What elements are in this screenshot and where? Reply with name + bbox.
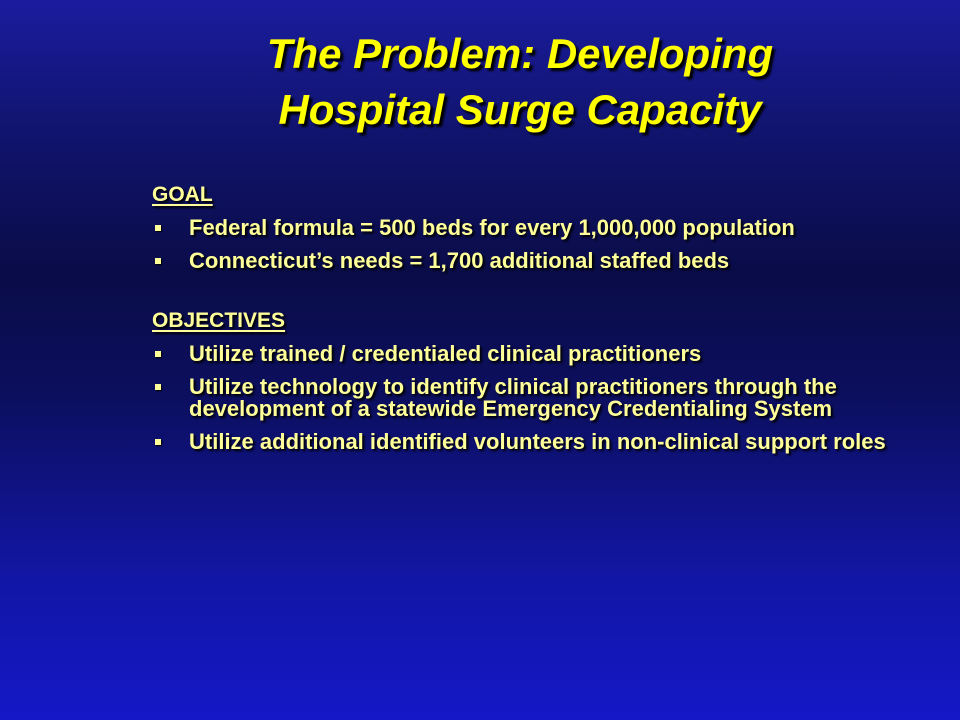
goal-list-item (152, 217, 892, 239)
objectives-heading: OBJECTIVES (152, 309, 286, 332)
slide-title (110, 26, 930, 138)
slide-body (152, 182, 892, 464)
objectives-list-item (152, 431, 892, 453)
objective-item-text: Utilize technology to identify clinical practitioners through the development of a statewide Emergency Credentialing System (189, 374, 837, 421)
goal-list (152, 217, 892, 272)
goal-item-text: Federal formula = 500 beds for every 1,000,000 population (189, 215, 795, 240)
slide-title-line-1: The Problem: Developing (266, 30, 774, 77)
square-bullet-icon (155, 351, 161, 357)
objectives-list (152, 343, 892, 453)
objective-item-text: Utilize trained / credentialed clinical practitioners (189, 341, 702, 366)
square-bullet-icon (155, 439, 161, 445)
goal-heading: GOAL (152, 183, 213, 206)
goal-item-text: Connecticut’s needs = 1,700 additional staffed beds (189, 248, 730, 273)
objectives-list-item (152, 376, 892, 420)
objective-item-text: Utilize additional identified volunteers in non-clinical support roles (189, 429, 886, 454)
square-bullet-icon (155, 258, 161, 264)
square-bullet-icon (155, 384, 161, 390)
square-bullet-icon (155, 225, 161, 231)
objectives-list-item (152, 343, 892, 365)
goal-list-item (152, 250, 892, 272)
slide-title-line-2: Hospital Surge Capacity (278, 86, 762, 133)
